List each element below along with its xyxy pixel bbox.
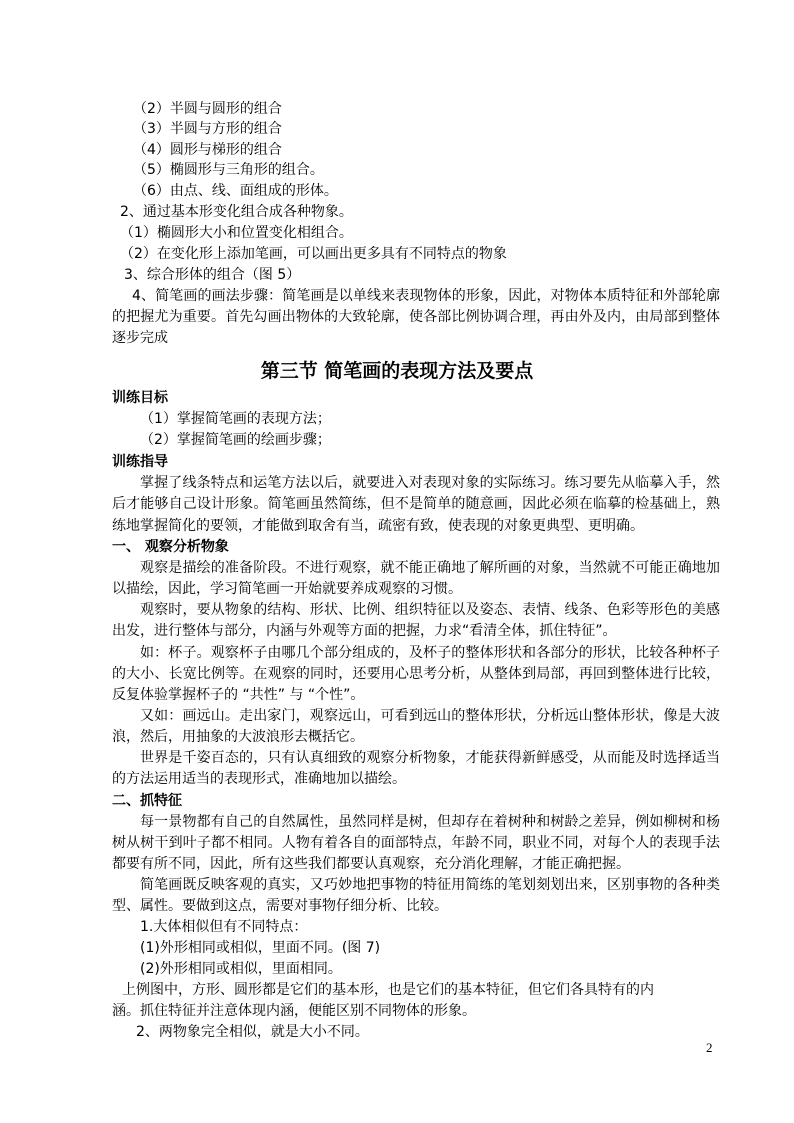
subheading-goals: 训练目标: [112, 390, 168, 406]
list-item: （5）椭圆形与三角形的组合。: [133, 162, 324, 178]
paragraph-line: 练地掌握简化的要领，才能做到取舍有当，疏密有致，使表现的对象更典型、更明确。: [112, 518, 644, 534]
heading-features: 二、抓特征: [112, 793, 182, 809]
list-item: （4）圆形与梯形的组合: [133, 142, 282, 158]
paragraph-line: 观察时，要从物象的结构、形状、比例、组织特征以及姿态、表情、线条、色彩等形色的美感: [140, 602, 720, 618]
paragraph-line: 浪，然后，用抽象的大波浪形去概括它。: [112, 729, 364, 745]
paragraph-line: 反复体验掌握杯子的 “共性” 与 “个性”。: [112, 687, 365, 703]
paragraph-line: 4、简笔画的画法步骤：简笔画是以单线来表现物体的形象，因此，对物体本质特征和外部轮廓: [132, 288, 720, 304]
paragraph-line: 的大小、长宽比例等。在观察的同时，还要用心思考分析，从整体到局部，再回到整体进行比较，: [112, 666, 720, 682]
list-item: （1）掌握简笔画的表现方法；: [140, 411, 331, 427]
list-item: （2）在变化形上添加笔画，可以画出更多具有不同特点的物象: [120, 246, 507, 262]
paragraph-line: 简笔画既反映客观的真实，又巧妙地把事物的特征用简练的笔划刻划出来，区别事物的各种类: [140, 877, 720, 893]
list-item: (1)外形相同或相似，里面不同。(图 7): [140, 940, 381, 956]
list-item: （2）半圆与圆形的组合: [133, 101, 282, 117]
paragraph-line: 出发，进行整体与部分，内涵与外观等方面的把握，力求“看清全体，抓住特征”。: [112, 623, 617, 639]
paragraph-line: 观察是描绘的准备阶段。不进行观察，就不能正确地了解所画的对象，当然就不可能正确地加: [140, 560, 720, 576]
list-item: 3、综合形体的组合（图 5）: [124, 267, 301, 283]
page-number: 2: [706, 1040, 713, 1055]
paragraph-line: 的把握尤为重要。首先勾画出物体的大致轮廓，使各部比例协调合理，再由外及内，由局部到整体: [112, 309, 720, 325]
list-item: 1.大体相似但有不同特点：: [140, 919, 308, 935]
list-item: （3）半圆与方形的组合: [133, 121, 282, 137]
paragraph-line: 都要有所不同，因此，所有这些我们都要认真观察，充分消化理解，才能正确把握。: [112, 856, 630, 872]
paragraph-line: 上例图中，方形、圆形都是它们的基本形，也是它们的基本特征，但它们各具特有的内: [122, 982, 654, 998]
list-item: 2、通过基本形变化组合成各种物象。: [120, 204, 353, 220]
paragraph-line: 世界是千姿百态的，只有认真细致的观察分析物象，才能获得新鲜感受，从而能及时选择适当: [140, 750, 720, 766]
list-item: （6）由点、线、面组成的形体。: [133, 183, 338, 199]
list-item: （1）椭圆形大小和位置变化相组合。: [120, 225, 353, 241]
section-title: 第三节 简笔画的表现方法及要点: [260, 360, 534, 382]
list-item: (2)外形相同或相似，里面相同。: [140, 961, 342, 977]
paragraph-line: 每一景物都有自己的自然属性，虽然同样是树，但却存在着树种和树龄之差异，例如柳树和杨: [140, 814, 720, 830]
paragraph-line: 2、两物象完全相似，就是大小不同。: [136, 1024, 369, 1040]
list-item: （2）掌握简笔画的绘画步骤；: [140, 432, 331, 448]
paragraph-line: 的方法运用适当的表现形式，准确地加以描绘。: [112, 771, 406, 787]
paragraph-line: 又如：画远山。走出家门，观察远山，可看到远山的整体形状，分析远山整体形状，像是大波: [140, 708, 720, 724]
paragraph-line: 以描绘，因此，学习简笔画一开始就要养成观察的习惯。: [112, 581, 462, 597]
paragraph-line: 如：杯子。观察杯子由哪几个部分组成的，及杯子的整体形状和各部分的形状，比较各种杯子: [140, 645, 720, 661]
paragraph-line: 后才能够自己设计形象。简笔画虽然简练，但不是简单的随意画，因此必须在临摹的检基础上，熟: [112, 496, 720, 512]
paragraph-line: 型、属性。要做到这点，需要对事物仔细分析、比较。: [112, 898, 448, 914]
paragraph-line: 涵。抓住特征并注意体现内涵，便能区别不同物体的形象。: [112, 1003, 476, 1019]
heading-observe: 一、 观察分析物象: [112, 539, 229, 555]
paragraph-line: 掌握了线条特点和运笔方法以后，就要进入对表现对象的实际练习。练习要先从临摹入手，然: [140, 475, 720, 491]
paragraph-line: 逐步完成: [112, 330, 168, 346]
subheading-guidance: 训练指导: [112, 454, 168, 470]
paragraph-line: 树从树干到叶子都不相同。人物有着各自的面部特点，年龄不同，职业不同，对每个人的表现手法: [112, 835, 720, 851]
